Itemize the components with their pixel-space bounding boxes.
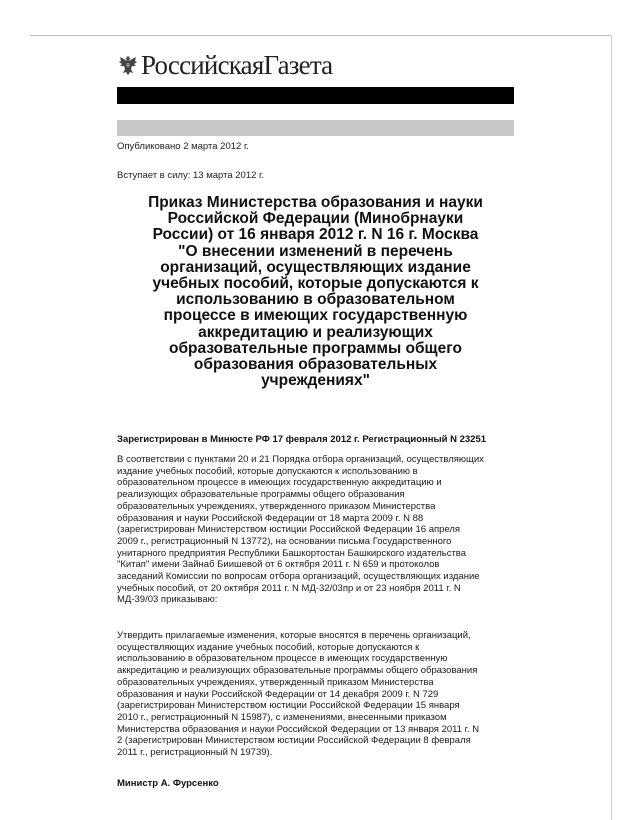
text-line: 2010 г., регистрационный N 15987), с изменениями, внесенными приказом <box>117 711 447 723</box>
text-line: использованию в образовательном процессе в имеющих государственную <box>117 653 448 665</box>
title-line: России) от 16 января 2012 г. N 16 г. Москва <box>152 226 479 244</box>
text-line: образования и науки Российской Федерации от 14 декабря 2009 г. N 729 <box>117 688 439 700</box>
header-black-bar <box>117 87 514 104</box>
text-line: 2 (зарегистрирован Министерством юстиции Российской Федерации 8 февраля <box>117 735 471 747</box>
title-line: организаций, осуществляющих издание <box>160 258 471 276</box>
text-line: реализующих образовательные программы общего образования <box>117 489 405 501</box>
registration-note: Зарегистрирован в Минюсте РФ 17 февраля 2012 г. Регистрационный N 23251 <box>117 434 487 445</box>
text-line: Утвердить прилагаемые изменения, которые вносятся в перечень организаций, <box>117 630 471 641</box>
paragraph-preamble <box>117 454 514 606</box>
newspaper-brand: РоссийскаяГазета <box>141 50 333 80</box>
header-gray-bar <box>117 120 514 136</box>
masthead <box>117 50 514 80</box>
text-line: осуществляющих издание учебных пособий, которые допускаются к <box>117 641 420 653</box>
text-line: 2011 г., регистрационный N 19739). <box>117 747 273 759</box>
text-line: образовательных учреждениях, утвержденного приказом Министерства <box>117 500 436 512</box>
text-line: образования и науки Российской Федерации от 18 марта 2009 г. N 88 <box>117 512 424 524</box>
effective-date: Вступает в силу: 13 марта 2012 г. <box>117 170 264 181</box>
top-border-line <box>30 35 612 36</box>
title-line: образования образовательных <box>193 356 438 374</box>
title-line: процессе в имеющих государственную <box>163 307 468 325</box>
text-line: учебных пособий, от 20 октября 2011 г. N МД-32/03пр и от 23 ноября 2011 г. N <box>117 582 461 594</box>
text-line: унитарного предприятия Республики Башкортостан Башкирского издательства <box>117 547 467 559</box>
text-line: 2009 г., регистрационный N 13772), на основании письма Государственного <box>117 535 452 547</box>
published-date: Опубликовано 2 марта 2012 г. <box>117 141 249 152</box>
text-line: (зарегистрирован Министерством юстиции Российской Федерации 16 апреля <box>117 524 461 536</box>
title-line: Приказ Министерства образования и науки <box>148 194 483 211</box>
text-line: В соответствии с пунктами 20 и 21 Порядка отбора организаций, осуществляющих <box>117 454 484 465</box>
text-line: образовательных учреждениях, утвержденный приказом Министерства <box>117 676 434 688</box>
title-line: учебных пособий, которые допускаются к <box>152 275 479 293</box>
title-line: использованию в образовательном <box>176 291 455 309</box>
double-headed-eagle-icon <box>117 53 139 77</box>
title-line: аккредитацию и реализующих <box>198 323 433 341</box>
text-line: (зарегистрирован Министерством юстиции Российской Федерации 15 января <box>117 700 460 712</box>
document-page <box>117 50 514 789</box>
title-line: "О внесении изменений в перечень <box>178 242 453 260</box>
document-title <box>117 195 514 389</box>
text-line: Министерства образования и науки Российской Федерации от 13 января 2011 г. N <box>117 723 480 735</box>
text-line: издание учебных пособий, которые допускаются к использованию в <box>117 465 418 477</box>
text-line: МД-39/03 приказываю: <box>117 594 218 606</box>
text-line: образовательном процессе в имеющих государственную аккредитацию и <box>117 477 442 489</box>
signature: Министр А. Фурсенко <box>117 778 219 789</box>
text-line: заседаний Комиссии по вопросам отбора организаций, осуществляющих издание <box>117 571 480 583</box>
text-line: "Китап" имени Зайнаб Биишевой от 6 октября 2011 г. N 659 и протоколов <box>117 559 440 571</box>
title-line: образовательные программы общего <box>169 339 462 357</box>
paragraph-order <box>117 630 514 759</box>
right-border-line <box>611 35 612 820</box>
text-line: аккредитацию и реализующих образовательные программы общего образования <box>117 665 478 677</box>
title-line: Российской Федерации (Минобрнауки <box>167 210 464 228</box>
title-line: учреждениях" <box>261 372 370 390</box>
